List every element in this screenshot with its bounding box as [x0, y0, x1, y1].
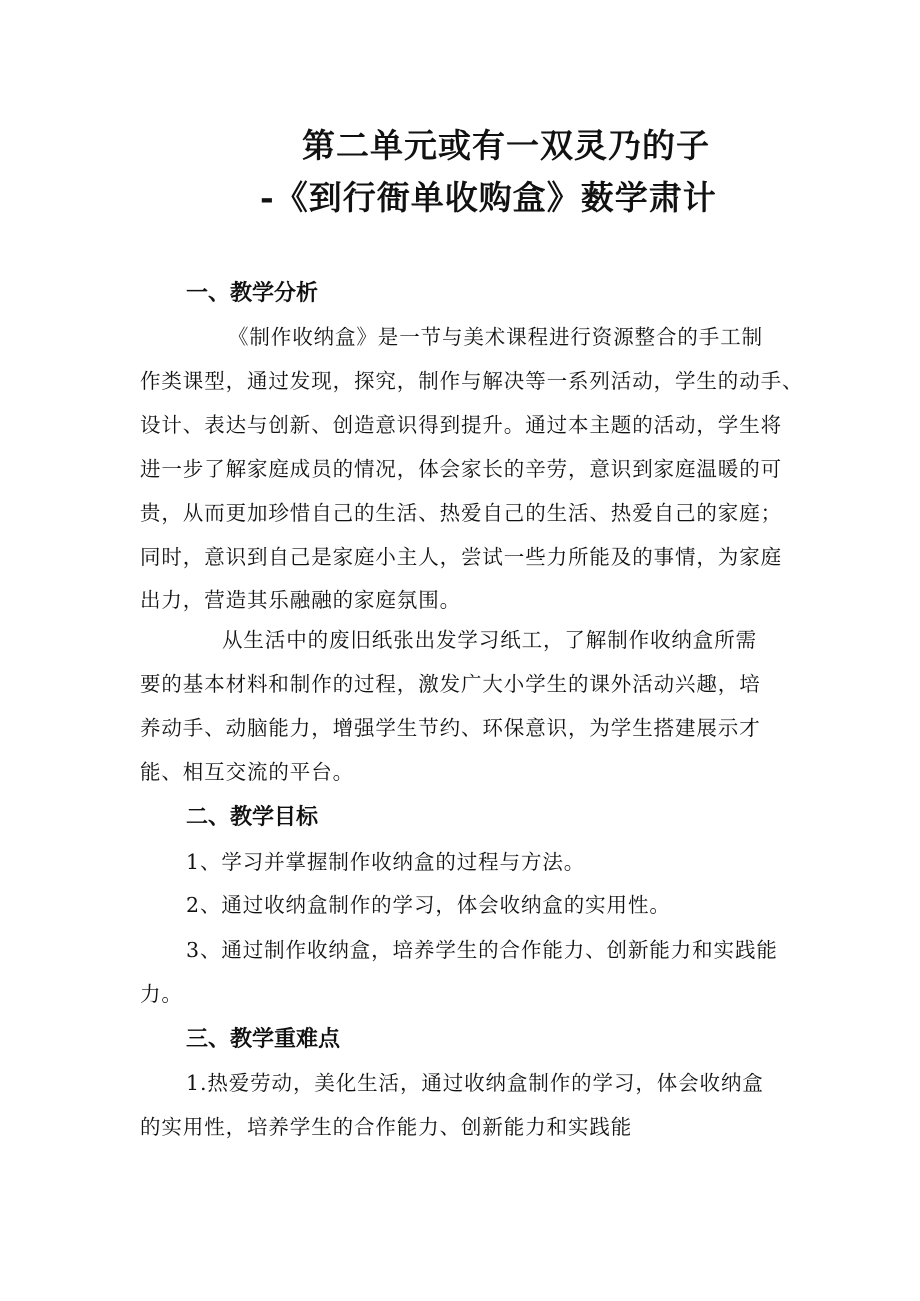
paragraph-line: 作类课型，通过发现，探究，制作与解决等一系列活动，学生的动手、 — [140, 369, 804, 393]
document-subtitle: -《到行衙单收购盒》薮学肃计 — [260, 178, 717, 217]
list-item-continuation: 的实用性，培养学生的合作能力、创新能力和实践能 — [140, 1115, 633, 1139]
paragraph-line: 能、相互交流的平台。 — [140, 760, 354, 784]
paragraph-line: 进一步了解家庭成员的情况，体会家长的辛劳，意识到家庭温暖的可 — [140, 457, 782, 481]
section-heading-key-points: 三、教学重难点 — [186, 1027, 341, 1052]
paragraph-line: 同时，意识到自己是家庭小主人，尝试一些力所能及的事情，为家庭 — [140, 545, 782, 569]
paragraph-line: 要的基本材料和制作的过程，激发广大小学生的课外活动兴趣，培 — [140, 672, 761, 696]
paragraph-line: 养动手、动脑能力，增强学生节约、环保意识，为学生搭建展示才 — [140, 716, 761, 740]
paragraph-line: 贵，从而更加珍惜自己的生活、热爱自己的生活、热爱自己的家庭； — [140, 501, 782, 525]
list-item: 3、通过制作收纳盒，培养学生的合作能力、创新能力和实践能 — [186, 938, 778, 962]
list-item: 2、通过收纳盒制作的学习，体会收纳盒的实用性。 — [186, 893, 671, 917]
list-item-continuation: 力。 — [140, 982, 183, 1006]
section-heading-analysis: 一、教学分析 — [186, 281, 319, 306]
paragraph-line: 《制作收纳盒》是一节与美术课程进行资源整合的手工制 — [228, 325, 763, 349]
section-heading-goals: 二、教学目标 — [186, 805, 319, 830]
paragraph-line: 出力，营造其乐融融的家庭氛围。 — [140, 588, 461, 612]
document-title: 第二单元或有一双灵乃的子 — [302, 126, 710, 165]
list-item: 1、学习并掌握制作收纳盒的过程与方法。 — [186, 850, 586, 874]
paragraph-line: 设计、表达与创新、创造意识得到提升。通过本主题的活动，学生将 — [140, 413, 782, 437]
paragraph-line: 从生活中的废旧纸张出发学习纸工，了解制作收纳盒所需 — [222, 628, 757, 652]
list-item: 1.热爱劳动，美化生活，通过收纳盒制作的学习，体会收纳盒 — [186, 1071, 764, 1095]
